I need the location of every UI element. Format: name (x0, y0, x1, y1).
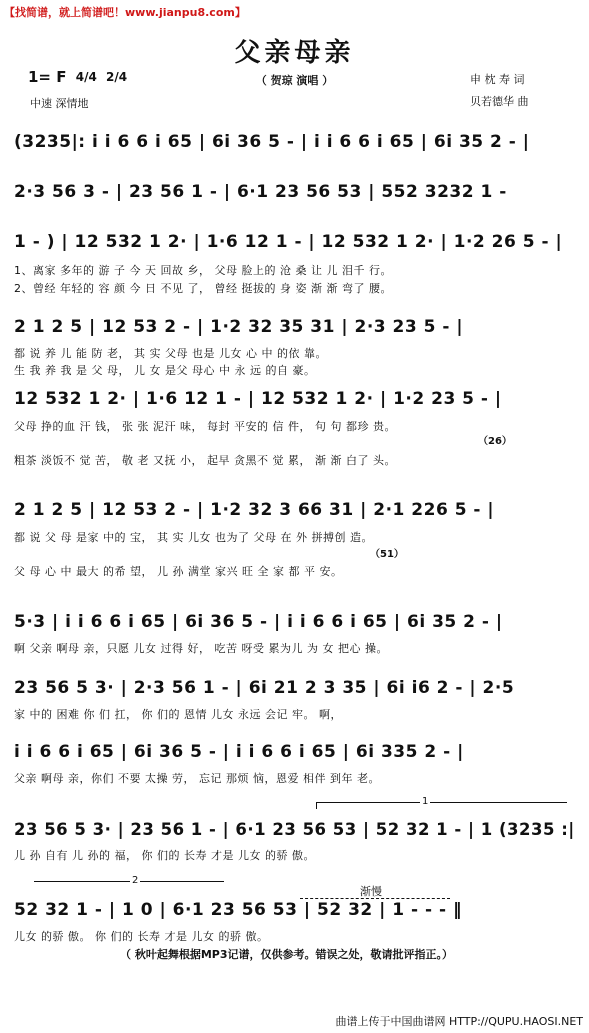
site-banner[interactable]: 【找简谱，就上简谱吧！www.jianpu8.com】 (4, 6, 246, 19)
lyricist-credit: 申 枕 寿 词 (470, 73, 525, 86)
ritardando-marking: 渐慢 (360, 885, 382, 898)
key-signature (28, 68, 127, 86)
transcription-note: （ 秋叶起舞根据MP3记谱，仅供参考。错误之处，敬请批评指正。） (120, 948, 453, 961)
lyric-line-4a: 都 说 养 儿 能 防 老， 其 实 父母 也是 儿女 心 中 的依 靠。 (14, 347, 327, 360)
score-system-4: 2 1 2 5 | 12 53 2 - | 1·2 32 35 31 | 2·3 23 5 - | (14, 317, 464, 337)
time-signature-2-4: 2/4 (106, 70, 128, 84)
key-label: 1= F (28, 68, 67, 86)
score-system-11: 52 32 1 - | 1 0 | 6·1 23 56 53 | 52 32 | 1 - - - ‖ (14, 900, 462, 920)
score-system-7: 5·3 | i i 6 6 i 65 | 6i 36 5 - | i i 6 6 i 65 | 6i 35 2 - | (14, 612, 503, 632)
lyric-line-8: 家 中的 困难 你 们 扛， 你 们的 恩情 儿女 永远 会记 牢。 啊， (14, 708, 342, 721)
time-signature-4-4: 4/4 (75, 70, 97, 84)
score-system-3: 1 - ) | 12 532 1 2· | 1·6 12 1 - | 12 532 1 2· | 1·2 26 5 - | (14, 232, 563, 252)
lyric-line-10: 儿 孙 自有 儿 孙的 福， 你 们的 长寿 才是 儿女 的骄 傲。 (14, 849, 315, 862)
song-title: 父亲母亲 (234, 38, 355, 68)
alternate-notes-26: （26） (478, 436, 512, 447)
lyric-line-4b: 生 我 养 我 是 父 母， 儿 女 是父 母心 中 永 远 的自 豪。 (14, 364, 316, 377)
lyric-line-6a: 都 说 父 母 是家 中的 宝， 其 实 儿女 也为了 父母 在 外 拼搏创 造。 (14, 531, 373, 544)
lyric-line-9: 父亲 啊母 亲，你们 不要 太操 劳， 忘记 那烦 恼，恩爱 相伴 到年 老。 (14, 772, 380, 785)
score-system-10: 23 56 5 3· | 23 56 1 - | 6·1 23 56 53 | 52 32 1 - | 1 (3235 :| (14, 820, 575, 839)
score-system-5: 12 532 1 2· | 1·6 12 1 - | 12 532 1 2· | 1·2 23 5 - | (14, 389, 502, 409)
lyric-line-6b: 父 母 心 中 最大 的希 望， 儿 孙 满堂 家兴 旺 全 家 都 平 安。 (14, 565, 343, 578)
alternate-notes-51: （51） (370, 549, 404, 560)
site-footer[interactable]: 曲谱上传于中国曲谱网 HTTP://QUPU.HAOSI.NET (335, 1015, 583, 1028)
score-system-8: 23 56 5 3· | 2·3 56 1 - | 6i 21 2 3 35 | 6i i6 2 - | 2·5 (14, 678, 515, 698)
ritardando-line (300, 898, 450, 899)
lyric-line-7: 啊 父亲 啊母 亲，只愿 儿女 过得 好， 吃苦 呀受 累为儿 为 女 把心 操。 (14, 642, 388, 655)
volta-number-2: 2 (132, 875, 139, 886)
lyric-line-11: 儿女 的骄 傲。 你 们的 长寿 才是 儿女 的骄 傲。 (14, 930, 269, 943)
score-system-6: 2 1 2 5 | 12 53 2 - | 1·2 32 3 66 31 | 2·1 226 5 - | (14, 500, 495, 520)
score-system-1: (3235|: i i 6 6 i 65 | 6i 36 5 - | i i 6 6 i 65 | 6i 35 2 - | (14, 132, 530, 152)
volta-number-1: 1 (422, 796, 429, 807)
singer-credit: （ 贺琼 演唱 ） (255, 74, 334, 87)
lyric-line-3b: 2、曾经 年轻的 容 颜 今 日 不见 了， 曾经 挺拔的 身 姿 渐 渐 弯了 腰。 (14, 282, 392, 295)
tempo-marking: 中速 深情地 (30, 97, 89, 110)
lyric-line-5a: 父母 挣的血 汗 钱， 张 张 泥汗 味， 每封 平安的 信 件， 句 句 都珍 贵。 (14, 420, 396, 433)
volta-bracket-2 (34, 881, 224, 888)
lyric-line-5b: 粗茶 淡饭不 觉 苦， 敬 老 又抚 小， 起早 贪黑不 觉 累， 渐 渐 白了 头。 (14, 454, 396, 467)
score-system-2: 2·3 56 3 - | 23 56 1 - | 6·1 23 56 53 | 552 3232 1 - (14, 182, 507, 202)
composer-credit: 贝若德华 曲 (470, 95, 529, 108)
lyric-line-3a: 1、离家 多年的 游 子 今 天 回故 乡， 父母 脸上的 沧 桑 让 儿 泪千 行。 (14, 264, 392, 277)
volta-bracket-1 (316, 802, 567, 809)
score-system-9: i i 6 6 i 65 | 6i 36 5 - | i i 6 6 i 65 | 6i 335 2 - | (14, 742, 464, 762)
